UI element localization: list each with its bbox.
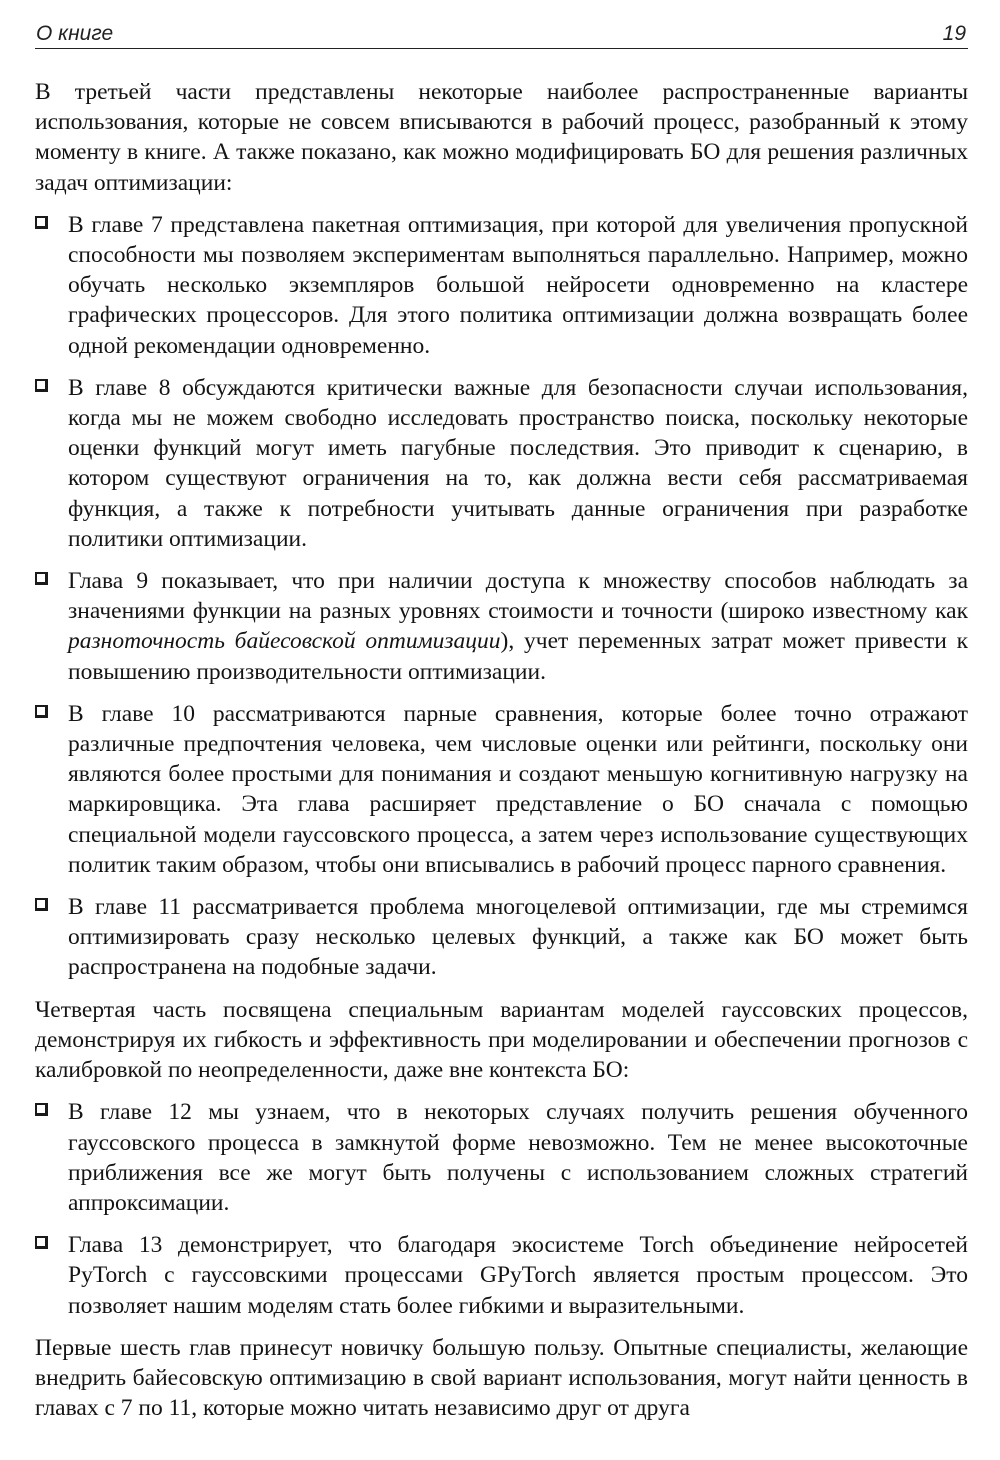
- list-item-text: Глава 13 демонстрирует, что благодаря экосистеме Torch объединение нейросетей PyTorch с гауссовскими процессами GPyTorch является простым процессом. Это позволяет нашим моделям стать более гибкими и выразительными.: [68, 1232, 968, 1319]
- checkbox-bullet-icon: [35, 1236, 48, 1249]
- list-item-chapter-10: [35, 699, 968, 880]
- checkbox-bullet-icon: [35, 1103, 48, 1116]
- list-item-text: В главе 8 обсуждаются критически важные для безопасности случаи использования, когда мы не можем свободно исследовать пространство поиска, поскольку некоторые оценки функций могут иметь пагубные последствия. Это приводит к сценарию, в котором существуют ограничения на то, как должна вести себя рассматриваемая функция, а также к потребности учитывать данные ограничения при разработке политики оптимизации.: [68, 374, 968, 552]
- part3-chapter-list: [35, 210, 968, 983]
- page-number: 19: [942, 22, 966, 45]
- list-item-text-after: ), учет переменных затрат может привести к повышению производительности оптимизации.: [68, 628, 968, 685]
- part3-intro-paragraph: В третьей части представлены некоторые наиболее распространенные варианты использования, которые не совсем вписываются в рабочий процесс, разобранный к этому моменту в книге. А также показано, как можно модифицировать БО для решения различных задач оптимизации:: [35, 79, 968, 196]
- list-item-chapter-12: [35, 1097, 968, 1218]
- list-item-chapter-8: [35, 373, 968, 554]
- list-item-chapter-13: [35, 1230, 968, 1321]
- list-item-chapter-11: [35, 892, 968, 983]
- checkbox-bullet-icon: [35, 216, 48, 229]
- list-item-chapter-7: [35, 210, 968, 361]
- list-item-text-before: Глава 9 показывает, что при наличии доступа к множеству способов наблюдать за значениями функции на разных уровнях стоимости и точности (широко известному как: [68, 568, 968, 625]
- list-item-text: В главе 7 представлена пакетная оптимизация, при которой для увеличения пропускной способности мы позволяем экспериментам выполняться параллельно. Например, можно обучать несколько экземпляров большой нейросети одновременно на кластере графических процессоров. Для этого политика оптимизации должна возвращать более одной рекомендации одновременно.: [68, 211, 968, 359]
- list-item-text: В главе 10 рассматриваются парные сравнения, которые более точно отражают различные предпочтения человека, чем числовые оценки или рейтинги, поскольку они являются более простыми для понимания и создают меньшую когнитивную нагрузку на маркировщика. Эта глава расширяет представление о БО сначала с помощью специальной модели гауссовского процесса, а затем через использование существующих политик таким образом, чтобы они вписывались в рабочий процесс парного сравнения.: [68, 700, 968, 878]
- running-header: [35, 18, 968, 49]
- italic-term: разноточность байесовской оптимизации: [68, 628, 501, 655]
- checkbox-bullet-icon: [35, 572, 48, 585]
- list-item-text: В главе 11 рассматривается проблема многоцелевой оптимизации, где мы стремимся оптимизировать сразу несколько целевых функций, а также как БО может быть распространена на подобные задачи.: [68, 894, 968, 981]
- list-item-chapter-9: [35, 566, 968, 687]
- closing-paragraph: Первые шесть глав принесут новичку большую пользу. Опытные специалисты, желающие внедрить байесовскую оптимизацию в свой вариант использования, могут найти ценность в главах с 7 по 11, которые можно читать независимо друг от друга: [35, 1334, 968, 1422]
- checkbox-bullet-icon: [35, 379, 48, 392]
- part4-chapter-list: [35, 1097, 968, 1320]
- checkbox-bullet-icon: [35, 898, 48, 911]
- page-body: [35, 77, 968, 1435]
- chapter-title: О книге: [36, 22, 114, 45]
- checkbox-bullet-icon: [35, 705, 48, 718]
- part4-intro-paragraph: Четвертая часть посвящена специальным вариантам моделей гауссовских процессов, демонстрируя их гибкость и эффективность при моделировании и обеспечении прогнозов с калибровкой по неопределенности, даже вне контекста БО:: [35, 996, 968, 1084]
- list-item-text: В главе 12 мы узнаем, что в некоторых случаях получить решения обученного гауссовского процесса в замкнутой форме невозможно. Тем не менее высокоточные приближения все же могут быть получены с использованием сложных стратегий аппроксимации.: [68, 1099, 968, 1216]
